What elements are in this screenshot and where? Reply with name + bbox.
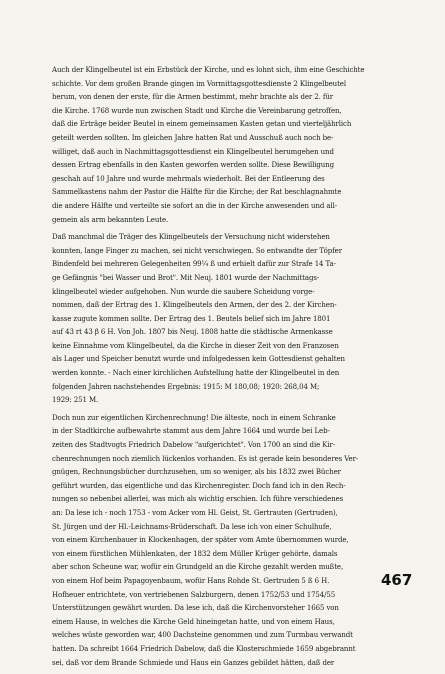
text-line: Auch der Klingelbeutel ist ein Erbstück der Kirche, und es lohnt sich, ihm eine Geschichte	[52, 66, 365, 74]
text-line: Bindenfeld bei mehreren Gelegenheiten 99¼ ß und erhielt dafür zur Strafe 14 Ta-	[52, 260, 336, 269]
text-line: dessen Ertrag ebenfalls in den Kasten geworfen werden sollte. Diese Bewilligung	[52, 161, 334, 170]
text-line: die andere Hälfte und verteilte sie sofort an die in der Kirche anwesenden und all-	[52, 201, 337, 210]
text-line: Daß manchmal die Träger des Klingelbeutels der Versuchung nicht widerstehen	[52, 233, 330, 242]
text-line: als Lager und Speicher benutzt wurde und infolgedessen kein Gottesdienst gehalten	[52, 355, 345, 364]
text-line: konnten, lange Finger zu machen, sei nicht verschwiegen. So entwandte der Töpfer	[52, 246, 342, 255]
text-line: nungen so nebenbei allerlei, was mich als wichtig erschien. Ich führe verschiedenes	[52, 495, 344, 504]
text-line: einem Hause, in welches die Kirche Geld hineingetan hatte, und von einem Haus,	[52, 617, 335, 626]
text-line: zeiten des Stadtvogts Friedrich Dabelow "aufgerichtet". Von 1700 an sind die Kir-	[52, 441, 336, 450]
text-line: schichte. Vor dem großen Brande gingen im Vormittagsgottesdienste 2 Klingelbeutel	[52, 79, 346, 88]
text-line: daß die Erträge beider Beutel in einem gemeinsamen Kasten getan und vierteljährlich	[52, 120, 352, 129]
text-line: geteilt werden sollten. Im gleichen Jahre hatten Rat und Ausschuß auch noch be-	[52, 133, 334, 142]
body-text	[52, 64, 404, 674]
text-line: hatten. Da schreibt 1664 Friedrich Dabelow, daß die Klosterschmiede 1659 abgebrannt	[52, 644, 356, 653]
text-line: 1929: 251 M.	[52, 396, 99, 405]
text-line: die Kirche. 1768 wurde nun zwischen Stadt und Kirche die Vereinbarung getroffen,	[52, 106, 342, 115]
text-line: von einem Kirchenbauer in Klockenhagen, der später vom Amte übernommen wurde,	[52, 536, 349, 545]
text-line: sei, daß vor dem Brande Schmiede und Haus ein Ganzes gebildet hätten, daß der	[52, 658, 335, 667]
text-line: Hofheuer entrichtete, von vertriebenen Salzburgern, denen 1752/53 und 1754/55	[52, 590, 336, 599]
text-line: an: Da lese ich - noch 1753 - vom Acker vom Hl. Geist, St. Gertrauten (Gertruden),	[52, 509, 338, 517]
text-line: von einem fürstlichen Mühlenkaten, der 1832 dem Müller Krüger gehörte, damals	[52, 549, 338, 558]
text-line: gemein als arm bekannten Leute.	[52, 215, 169, 224]
page-number: 467	[381, 571, 413, 589]
text-line: folgenden Jahren nachstehendes Ergebnis: 1915: M 180,08; 1920: 268,04 M;	[52, 382, 320, 391]
text-line: nommen, daß der Ertrag des 1. Klingelbeutels den Armen, der des 2. der Kirchen-	[52, 301, 337, 310]
text-line: von einem Hof beim Papagoyenbaum, wofür Hans Rohde St. Gertruden 5 ß 6 H.	[52, 576, 330, 585]
paragraph	[52, 231, 404, 408]
text-line: chenrechnungen noch ziemlich lückenlos vorhanden. Es ist gerade kein besonderes Ver-	[52, 454, 359, 463]
text-line: geschah auf 10 Jahre und wurde mehrmals wiederholt. Bei der Entleerung des	[52, 174, 325, 183]
text-line: herum, von denen der erste, für die Armen bestimmt, mehr brachte als der 2. für	[52, 93, 334, 102]
text-line: werden konnte. - Nach einer kirchlichen Aufstellung hatte der Klingelbeutel in den	[52, 369, 340, 378]
text-line: St. Jürgen und der Hl.-Leichnams-Brüderschaft. Da lese ich von einer Schulhufe,	[52, 522, 332, 531]
text-line: Unterstützungen gewährt wurden. Da lese ich, daß die Kirchenvorsteher 1665 von	[52, 604, 339, 613]
paragraph	[52, 412, 404, 670]
text-line: welches wüste geworden war, 400 Dachsteine genommen und zum Turmbau verwandt	[52, 631, 353, 640]
text-line: kasse zugute kommen sollte. Der Ertrag des 1. Beutels belief sich im Jahre 1801	[52, 314, 331, 323]
paragraph	[52, 64, 404, 227]
text-line: aber schon Scheune war, wofür ein Grundgeld an die Kirche gezahlt werden mußte,	[52, 563, 344, 572]
text-line: gnügen, Rechnungsbücher durchzusehen, um so weniger, als bis 1832 zwei Bücher	[52, 468, 341, 477]
text-line: Sammelkastens nahm der Pastor die Hälfte für die Kirche; der Rat beschlagnahmte	[52, 188, 342, 197]
text-line: in der Stadtkirche aufbewahrte stammt aus dem Jahre 1664 und wurde bei Leb-	[52, 427, 330, 436]
text-line: auf 43 rt 43 β 6 H. Von Joh. 1807 bis Neuj. 1808 hatte die städtische Armenkasse	[52, 328, 333, 337]
text-line: klingelbeutel wieder aufgehoben. Nun wurde die saubere Scheidung vorge-	[52, 287, 315, 296]
text-line: Doch nun zur eigentlichen Kirchenrechnung! Die älteste, noch in einem Schranke	[52, 413, 336, 422]
text-line: ge Gefängnis "bei Wasser und Brot". Mit Neuj. 1801 wurde der Nachmittags-	[52, 273, 320, 282]
text-line: geführt wurden, das eigentliche und das Kirchenregister. Doch fand ich in den Rech-	[52, 481, 346, 490]
text-line: williget, daß auch in Nachmittagsgottesdienst ein Klingelbeutel herumgehen und	[52, 147, 334, 156]
text-line: keine Einnahme vom Klingelbeutel, da die Kirche in dieser Zeit von den Franzosen	[52, 341, 339, 350]
